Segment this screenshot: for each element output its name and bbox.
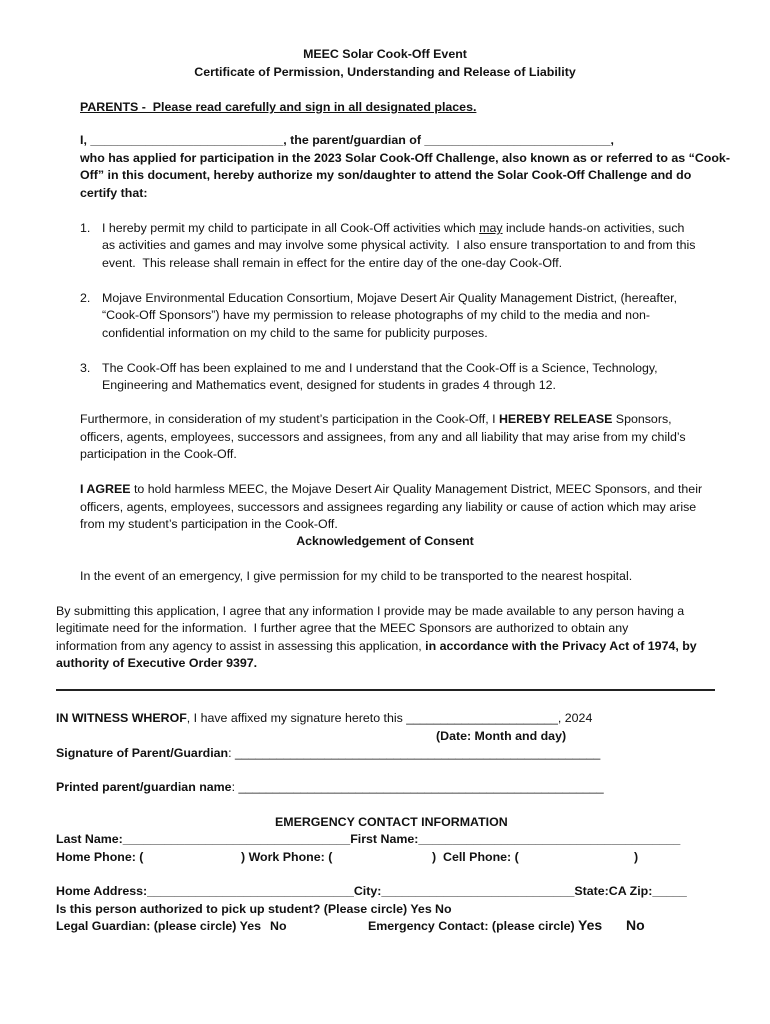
agree-line-1 bbox=[80, 481, 702, 497]
signature-row bbox=[56, 745, 600, 761]
witness-date-field[interactable]: , I have affixed my signature hereto this ______________________, 2024 bbox=[186, 711, 593, 725]
home-phone-field[interactable]: Home Phone: ( bbox=[56, 850, 144, 864]
intro-line-4: certify that: bbox=[80, 186, 148, 200]
emergency-contact-yes-option[interactable]: Yes bbox=[578, 917, 603, 933]
item-2-line-1: Mojave Environmental Education Consortium, Mojave Desert Air Quality Management District, (hereafter, bbox=[102, 291, 678, 305]
emergency-contact-no-option[interactable]: No bbox=[626, 917, 645, 933]
form-title: MEEC Solar Cook-Off Event bbox=[303, 47, 467, 61]
witness-line bbox=[56, 710, 592, 726]
cell-phone-field[interactable]: ) Cell Phone: ( bbox=[432, 850, 519, 864]
emergency-permission: In the event of an emergency, I give permission for my child to be transported to the nearest hospital. bbox=[80, 569, 633, 583]
item-3-line-2: Engineering and Mathematics event, designed for students in grades 4 through 12. bbox=[102, 378, 556, 392]
release-line-1 bbox=[80, 411, 672, 427]
signature-label: Signature of Parent/Guardian bbox=[56, 746, 229, 760]
printed-name-field[interactable]: : _____________________________________________________ bbox=[231, 780, 604, 794]
privacy-line-4: authority of Executive Order 9397. bbox=[56, 656, 258, 670]
agree-line-3: from my student’s participation in the Cook-Off. bbox=[80, 517, 338, 531]
section-divider bbox=[56, 689, 715, 691]
privacy-emphasis: in accordance with the Privacy Act of 1974, by bbox=[425, 639, 697, 653]
cell-phone-close: ) bbox=[634, 850, 639, 864]
intro-line-1: I, ____________________________, the parent/guardian of ___________________________, bbox=[80, 133, 614, 147]
form-subtitle: Certificate of Permission, Understanding and Release of Liability bbox=[194, 65, 576, 79]
emergency-contact-question: Emergency Contact: (please circle) bbox=[368, 919, 575, 933]
privacy-line-2: legitimate need for the information. I further agree that the MEEC Sponsors are authorized to obtain any bbox=[56, 621, 629, 635]
legal-guardian-no-option[interactable]: No bbox=[270, 919, 287, 933]
privacy-line-3 bbox=[56, 638, 697, 654]
item-2-line-2: “Cook-Off Sponsors”) have my permission to release photographs of my child to the media and non- bbox=[102, 308, 650, 322]
item-number: 2. bbox=[80, 291, 91, 305]
pickup-question: Is this person authorized to pick up student? (Please circle) Yes bbox=[56, 902, 432, 916]
release-line-2: officers, agents, employees, successors and assignees, from any and all liability that may arise from my child’s bbox=[80, 430, 686, 444]
item-2-line-3: confidential information on my child to the same for publicity purposes. bbox=[102, 326, 488, 340]
item-1-line-2: as activities and games and may involve some physical activity. I also ensure transportation to and from this bbox=[102, 238, 696, 252]
printed-name-row bbox=[56, 779, 604, 795]
agree-text: to hold harmless MEEC, the Mojave Desert Air Quality Management District, MEEC Sponsors, and their bbox=[130, 482, 703, 496]
item-text: include hands-on activities, such bbox=[502, 221, 685, 235]
release-emphasis: HEREBY RELEASE bbox=[498, 412, 613, 426]
item-1-line-3: event. This release shall remain in effect for the entire day of the one-day Cook-Off. bbox=[102, 256, 563, 270]
privacy-line-1: By submitting this application, I agree that any information I provide may be made available to any person having a bbox=[56, 604, 685, 618]
acknowledgement-heading: Acknowledgement of Consent bbox=[296, 534, 474, 548]
item-emphasis: may bbox=[479, 221, 503, 235]
home-address-row[interactable]: Home Address:______________________________City:____________________________State:CA Zip:_____ bbox=[56, 884, 687, 898]
signature-field[interactable]: : _____________________________________________________ bbox=[228, 746, 601, 760]
agree-emphasis: I AGREE bbox=[80, 482, 131, 496]
release-text: Sponsors, bbox=[612, 412, 672, 426]
item-text: I hereby permit my child to participate in all Cook-Off activities which bbox=[102, 221, 480, 235]
intro-line-3: Off” in this document, hereby authorize my son/daughter to attend the Solar Cook-Off Challenge and do bbox=[80, 168, 692, 182]
emergency-contact-heading: EMERGENCY CONTACT INFORMATION bbox=[275, 815, 508, 829]
date-hint: (Date: Month and day) bbox=[436, 729, 567, 743]
release-line-3: participation in the Cook-Off. bbox=[80, 447, 237, 461]
item-number: 1. bbox=[80, 221, 91, 235]
item-number: 3. bbox=[80, 361, 91, 375]
intro-line-2: who has applied for participation in the 2023 Solar Cook-Off Challenge, also known as or referred to as “Cook- bbox=[80, 151, 730, 165]
privacy-text: information from any agency to assist in assessing this application, bbox=[56, 639, 426, 653]
pickup-no-option[interactable]: No bbox=[435, 902, 452, 916]
parents-notice: PARENTS - Please read carefully and sign in all designated places. bbox=[80, 100, 477, 114]
agree-line-2: officers, agents, employees, successors and assignees regarding any liability or cause of action which may arise bbox=[80, 500, 697, 514]
item-3-line-1: The Cook-Off has been explained to me and I understand that the Cook-Off is a Science, Technology, bbox=[102, 361, 658, 375]
item-1-line-1 bbox=[102, 220, 684, 236]
witness-label: IN WITNESS WHEROF bbox=[56, 711, 187, 725]
legal-guardian-question: Legal Guardian: (please circle) Yes bbox=[56, 919, 261, 933]
printed-name-label: Printed parent/guardian name bbox=[56, 780, 232, 794]
contact-names-row[interactable]: Last Name:_________________________________First Name:______________________________________ bbox=[56, 832, 681, 846]
work-phone-field[interactable]: ) Work Phone: ( bbox=[241, 850, 333, 864]
release-text: Furthermore, in consideration of my student’s participation in the Cook-Off, I bbox=[80, 412, 499, 426]
